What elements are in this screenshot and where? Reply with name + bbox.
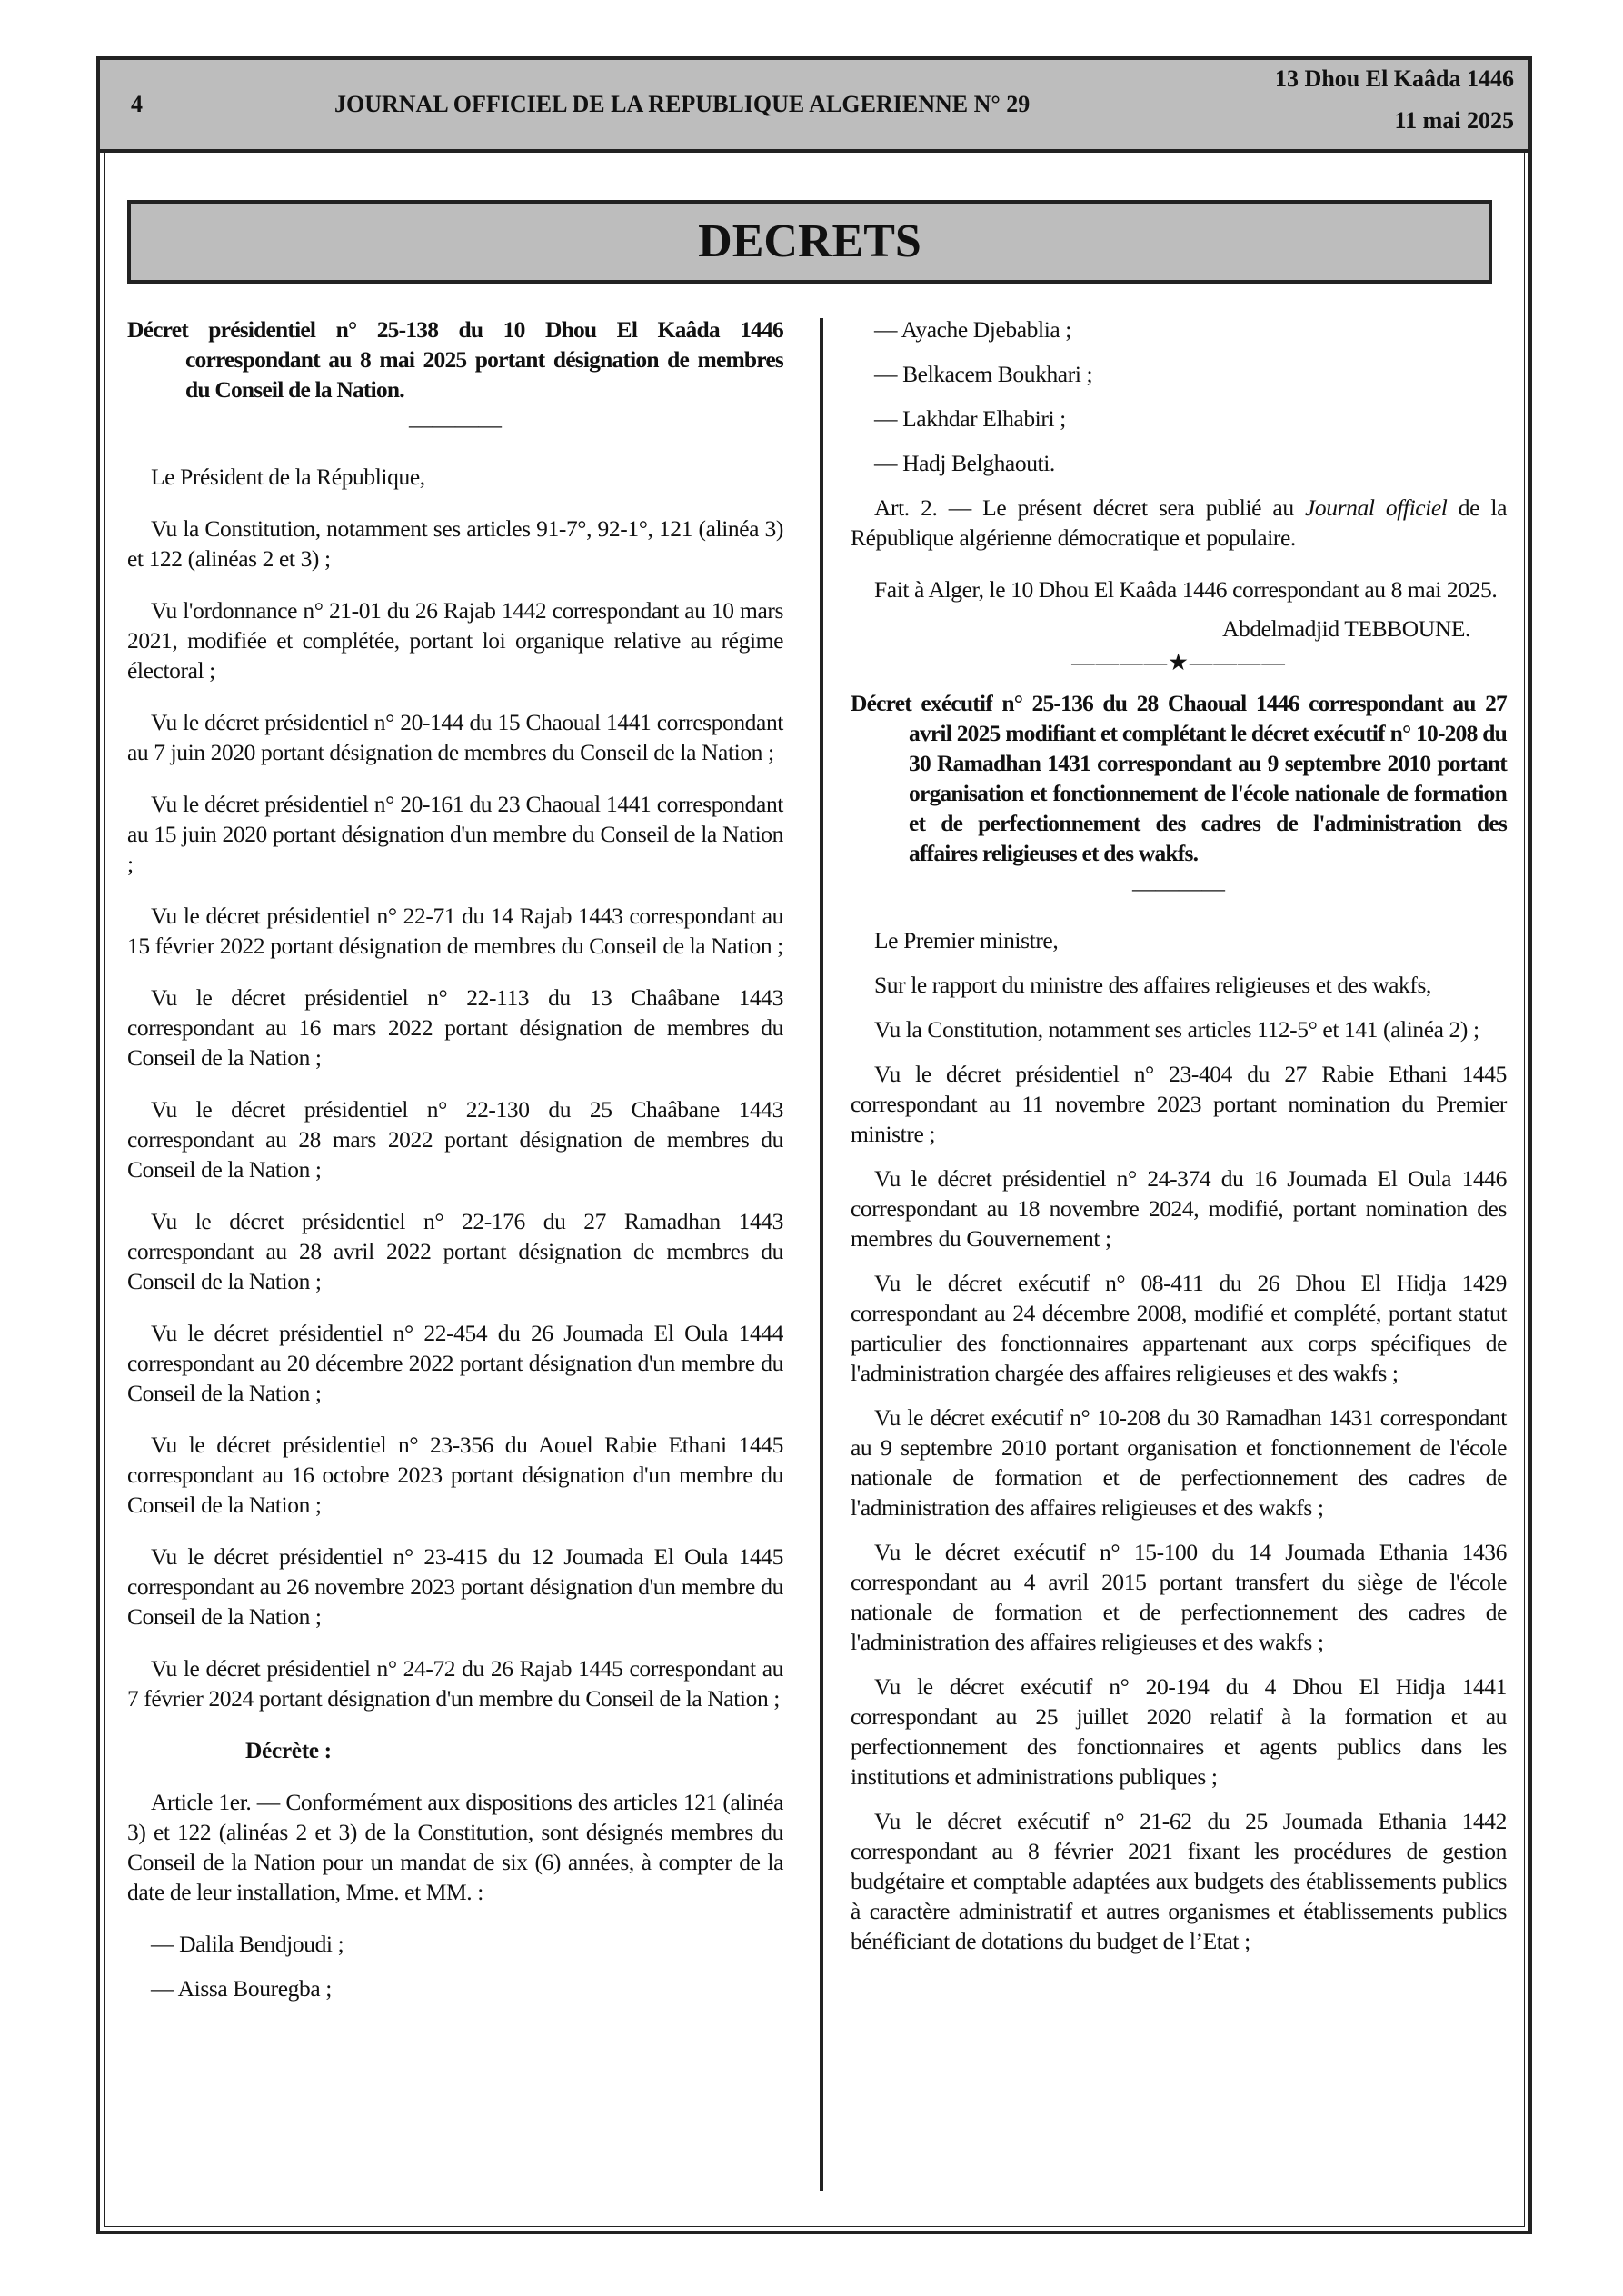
journal-title: JOURNAL OFFICIEL DE LA REPUBLIQUE ALGERIENNE N° 29 — [334, 91, 1031, 117]
member-item: — Ayache Djebablia ; — [874, 316, 1071, 343]
paragraph: Vu le décret présidentiel n° 23-415 du 12 Joumada El Oula 1445 correspondant au 26 novembre 2023 portant désignation d'un membre du Conseil de la Nation ; — [127, 1543, 783, 1630]
paragraph: Vu le décret présidentiel n° 22-176 du 27 Ramadhan 1443 correspondant au 28 avril 2022 portant désignation de membres du Conseil de la Nation ; — [127, 1208, 783, 1294]
paragraph: Le Premier ministre, — [874, 927, 1059, 953]
paragraph: Vu le décret présidentiel n° 23-356 du Aouel Rabie Ethani 1445 correspondant au 16 octobre 2023 portant désignation d'un membre du Conseil de la Nation ; — [127, 1432, 783, 1518]
paragraph: Vu le décret présidentiel n° 24-72 du 26 Rajab 1445 correspondant au 7 février 2024 portant désignation d'un membre du Conseil de la Nation ; — [127, 1655, 783, 1712]
journal-header — [100, 60, 1528, 153]
paragraph: Vu la Constitution, notamment ses articles 112-5° et 141 (alinéa 2) ; — [874, 1016, 1479, 1043]
paragraph: Vu le décret présidentiel n° 20-144 du 15 Chaoual 1441 correspondant au 7 juin 2020 portant désignation de membres du Conseil de la Nation ; — [127, 709, 783, 765]
page-number: 4 — [131, 91, 143, 117]
member-item: — Dalila Bendjoudi ; — [151, 1931, 344, 1957]
paragraph: Vu le décret présidentiel n° 23-404 du 27 Rabie Ethani 1445 correspondant au 11 novembre 2023 portant nomination du Premier ministre ; — [851, 1061, 1507, 1147]
left-column — [127, 314, 783, 2018]
member-item: — Lakhdar Elhabiri ; — [874, 405, 1066, 432]
paragraph: Vu l'ordonnance n° 21-01 du 26 Rajab 1442 correspondant au 10 mars 2021, modifiée et complétée, portant loi organique relative au régime électoral ; — [127, 597, 783, 684]
member-item: — Belkacem Boukhari ; — [874, 361, 1093, 387]
gregorian-date: 11 mai 2025 — [1394, 107, 1514, 134]
decrete-heading: Décrète : — [245, 1737, 332, 1763]
paragraph: Vu le décret présidentiel n° 22-130 du 25 Chaâbane 1443 correspondant au 28 mars 2022 portant désignation de membres du Conseil de la Nation ; — [127, 1096, 783, 1183]
section-title: DECRETS — [127, 200, 1492, 284]
column-divider — [820, 318, 823, 2191]
member-item: — Aissa Bouregba ; — [151, 1975, 332, 2002]
decree-title: Décret présidentiel n° 25-138 du 10 Dhou El Kaâda 1446 correspondant au 8 mai 2025 portant désignation de membres du Conseil de la Nation. — [127, 316, 783, 403]
journal-officiel-italic: Journal officiel — [1305, 494, 1448, 521]
paragraph: Vu la Constitution, notamment ses articles 91-7°, 92-1°, 121 (alinéa 3) et 122 (alinéas 2 et 3) ; — [127, 515, 783, 572]
paragraph: Vu le décret présidentiel n° 24-374 du 16 Joumada El Oula 1446 correspondant au 18 novembre 2024, modifié, portant nomination des membres du Gouvernement ; — [851, 1165, 1507, 1252]
decree-title: Décret exécutif n° 25-136 du 28 Chaoual 1446 correspondant au 27 avril 2025 modifiant et complétant le décret exécutif n° 10-208 du 30 Ramadhan 1431 correspondant au 9 septembre 2010 portant organisation et fonctionnement de l'école nationale de formation et de perfectionnement des cadres de l'administration des affaires religieuses et des wakfs. — [851, 690, 1507, 866]
paragraph: Vu le décret exécutif n° 08-411 du 26 Dhou El Hidja 1429 correspondant au 24 décembre 2008, modifié et complété, portant statut particulier des fonctionnaires appartenant aux corps spécifiques de l'administration chargée des affaires religieuses et des wakfs ; — [851, 1270, 1507, 1386]
right-column — [851, 314, 1507, 1971]
paragraph: Vu le décret présidentiel n° 22-454 du 26 Joumada El Oula 1444 correspondant au 20 décembre 2022 portant désignation d'un membre du Conseil de la Nation ; — [127, 1320, 783, 1406]
paragraph: Vu le décret présidentiel n° 22-71 du 14 Rajab 1443 correspondant au 15 février 2022 portant désignation de membres du Conseil de la Nation ; — [127, 903, 783, 959]
hijri-date: 13 Dhou El Kaâda 1446 — [1275, 65, 1514, 92]
title-dash: ———— — [409, 412, 502, 438]
article-2 — [851, 493, 1507, 553]
paragraph: Vu le décret présidentiel n° 20-161 du 23 Chaoual 1441 correspondant au 15 juin 2020 portant désignation d'un membre du Conseil de la Nation ; — [127, 791, 783, 877]
article-1: Article 1er. — Conformément aux dispositions des articles 121 (alinéa 3) et 122 (alinéas 2 et 3) de la Constitution, sont désignés membres du Conseil de la Nation pour un mandat de six (6) années, à compter de la date de leur installation, Mme. et MM. : — [127, 1789, 783, 1905]
paragraph: Vu le décret exécutif n° 15-100 du 14 Joumada Ethania 1436 correspondant au 4 avril 2015 portant transfert du siège de l'école nationale de formation et de perfectionnement des cadres de l'administration des affaires religieuses et des wakfs ; — [851, 1539, 1507, 1655]
paragraph: Vu le décret exécutif n° 20-194 du 4 Dhou El Hidja 1441 correspondant au 25 juillet 2020 relatif à la formation et au perfectionnement des fonctionnaires et agents publics dans les institutions et administrations publiques ; — [851, 1673, 1507, 1790]
done-at: Fait à Alger, le 10 Dhou El Kaâda 1446 correspondant au 8 mai 2025. — [874, 576, 1498, 603]
paragraph: Sur le rapport du ministre des affaires religieuses et des wakfs, — [874, 972, 1431, 998]
article-2-text: Art. 2. — Le présent décret sera publié au — [874, 494, 1305, 521]
page-frame — [96, 56, 1532, 2234]
paragraph: Vu le décret exécutif n° 21-62 du 25 Joumada Ethania 1442 correspondant au 8 février 2021 fixant les procédures de gestion budgétaire et comptable adaptées aux budgets des établissements publics à caractère administratif et autres organismes et établissements publics bénéficiant de dotations du budget de l’Etat ; — [851, 1808, 1507, 1954]
signature: Abdelmadjid TEBBOUNE. — [1221, 615, 1470, 642]
paragraph: Le Président de la République, — [151, 464, 425, 490]
title-dash: ———— — [1132, 875, 1225, 902]
star-separator: ————★———— — [1071, 649, 1286, 675]
member-item: — Hadj Belghaouti. — [874, 450, 1055, 476]
paragraph: Vu le décret exécutif n° 10-208 du 30 Ramadhan 1431 correspondant au 9 septembre 2010 portant organisation et fonctionnement de l'école nationale de formation et de perfectionnement des cadres de l'administration des affaires religieuses et des wakfs ; — [851, 1404, 1507, 1521]
paragraph: Vu le décret présidentiel n° 22-113 du 13 Chaâbane 1443 correspondant au 16 mars 2022 portant désignation de membres du Conseil de la Nation ; — [127, 984, 783, 1071]
article-2-text-end: de la République algérienne démocratique et populaire. — [851, 494, 1507, 551]
